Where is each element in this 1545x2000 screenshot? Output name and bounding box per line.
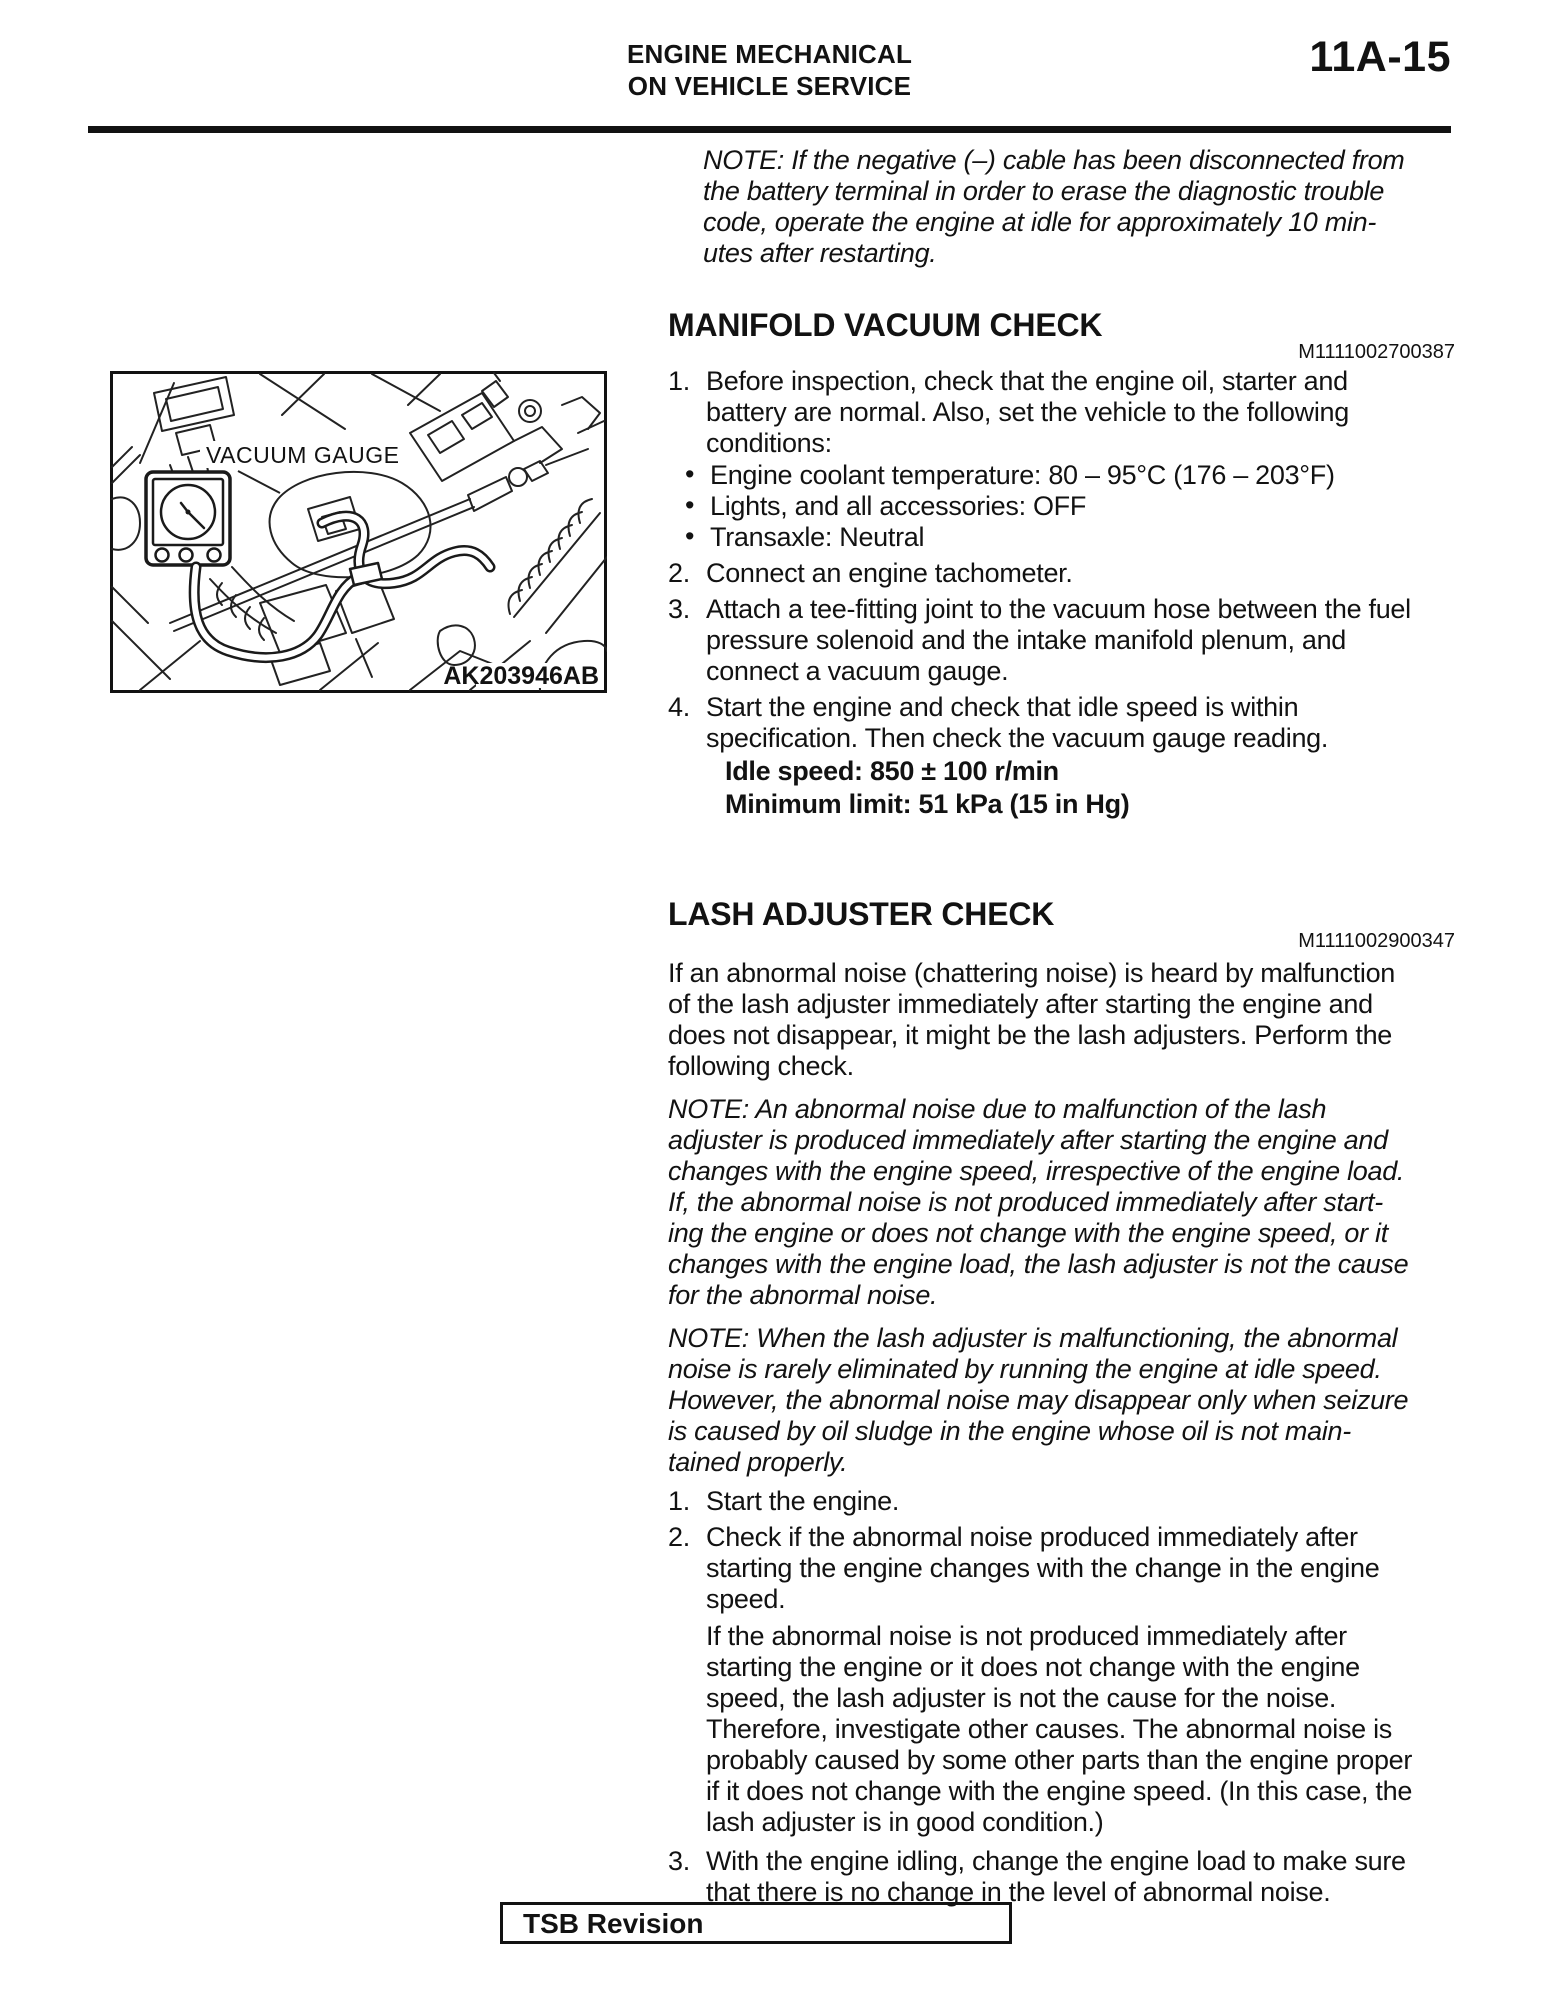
- text-line: speed, the lash adjuster is not the cause for the noise.: [706, 1683, 1337, 1713]
- text-line: probably caused by some other parts than the engine proper: [706, 1745, 1413, 1775]
- step-number: 1.: [668, 366, 690, 396]
- lash-section-code: M1111002900347: [1298, 930, 1455, 952]
- vacuum-hose: [194, 516, 490, 657]
- figure-label: VACUUM GAUGE: [206, 442, 400, 468]
- text-line: the battery terminal in order to erase the diagnostic trouble: [703, 176, 1385, 206]
- step-continuation-text: [706, 1621, 1473, 1838]
- text-line: connect a vacuum gauge.: [706, 656, 1009, 686]
- text-line: battery are normal. Also, set the vehicle to the following: [706, 397, 1349, 427]
- lash-note-2: [668, 1323, 1473, 1478]
- step-number: 2.: [668, 1522, 690, 1552]
- text-line: following check.: [668, 1051, 854, 1081]
- lash-note-1: [668, 1094, 1473, 1311]
- text-line: starting the engine or it does not change with the engine: [706, 1652, 1360, 1682]
- lash-section-title: LASH ADJUSTER CHECK: [668, 896, 1055, 932]
- text-line: ing the engine or does not change with the engine speed, or it: [668, 1218, 1388, 1248]
- bullet-icon: •: [685, 459, 695, 489]
- text-line: If the abnormal noise is not produced immediately after: [706, 1621, 1347, 1651]
- text-line: lash adjuster is in good condition.): [706, 1807, 1104, 1837]
- text-line: for the abnormal noise.: [668, 1280, 938, 1310]
- text-line: speed.: [706, 1584, 786, 1614]
- page-number: 11A-15: [1309, 33, 1451, 81]
- text-line: utes after restarting.: [703, 238, 937, 268]
- header-title-line2: ON VEHICLE SERVICE: [627, 71, 912, 101]
- text-line: With the engine idling, change the engine load to make sure: [706, 1846, 1406, 1876]
- text-line: adjuster is produced immediately after starting the engine and: [668, 1125, 1388, 1155]
- text-line: that there is no change in the level of abnormal noise.: [706, 1877, 1331, 1907]
- text-line: Connect an engine tachometer.: [706, 558, 1073, 588]
- text-line: code, operate the engine at idle for approximately 10 min-: [703, 207, 1377, 237]
- text-line: tained properly.: [668, 1447, 848, 1477]
- manifold-section-title: MANIFOLD VACUUM CHECK: [668, 307, 1103, 343]
- step-number: 2.: [668, 558, 690, 588]
- condition-bullet-list: [668, 460, 1473, 553]
- lash-intro-paragraph: [668, 958, 1473, 1082]
- step-text: [706, 558, 1473, 589]
- text-line: conditions:: [706, 428, 832, 458]
- bullet-text: Transaxle: Neutral: [710, 522, 925, 552]
- bullet-icon: •: [685, 521, 695, 551]
- text-line: Start the engine and check that idle speed is within: [706, 692, 1299, 722]
- minimum-limit-spec: Minimum limit: 51 kPa (15 in Hg): [725, 789, 1130, 819]
- step-text: [706, 366, 1473, 459]
- lash-step-3: [668, 1846, 1473, 1908]
- text-line: specification. Then check the vacuum gauge reading.: [706, 723, 1329, 753]
- text-line: NOTE: When the lash adjuster is malfunctioning, the abnormal: [668, 1323, 1398, 1353]
- text-line: However, the abnormal noise may disappear only when seizure: [668, 1385, 1409, 1415]
- text-line: changes with the engine speed, irrespective of the engine load.: [668, 1156, 1405, 1186]
- tsb-revision-box: [500, 1902, 1012, 1944]
- step-number: 3.: [668, 594, 690, 624]
- step-number: 3.: [668, 1846, 690, 1876]
- tsb-revision-label: TSB Revision: [523, 1908, 704, 1939]
- step-text: [706, 1486, 1473, 1517]
- content-column: [668, 145, 1473, 1908]
- step-text: [706, 692, 1473, 754]
- manifold-step-2: [668, 558, 1473, 589]
- manifold-section-code: M1111002700387: [1298, 341, 1455, 363]
- step-number: 4.: [668, 692, 690, 722]
- text-line: NOTE: An abnormal noise due to malfunction of the lash: [668, 1094, 1327, 1124]
- lash-step-1: [668, 1486, 1473, 1517]
- text-line: If an abnormal noise (chattering noise) is heard by malfunction: [668, 958, 1396, 988]
- page-header: [88, 38, 1451, 102]
- text-line: Check if the abnormal noise produced immediately after: [706, 1522, 1358, 1552]
- figure-code: AK203946AB: [443, 662, 599, 690]
- condition-bullet: [668, 491, 1473, 522]
- step-text: [706, 1846, 1473, 1908]
- text-line: pressure solenoid and the intake manifold plenum, and: [706, 625, 1347, 655]
- text-line: Before inspection, check that the engine oil, starter and: [706, 366, 1348, 396]
- text-line: changes with the engine load, the lash adjuster is not the cause: [668, 1249, 1409, 1279]
- header-rule: [88, 126, 1451, 133]
- step-number: 1.: [668, 1486, 690, 1516]
- text-line: Attach a tee-fitting joint to the vacuum hose between the fuel: [706, 594, 1411, 624]
- condition-bullet: [668, 522, 1473, 553]
- text-line: noise is rarely eliminated by running the engine at idle speed.: [668, 1354, 1382, 1384]
- text-line: if it does not change with the engine speed. (In this case, the: [706, 1776, 1413, 1806]
- lash-step-2: [668, 1522, 1473, 1838]
- idle-speed-spec: Idle speed: 850 ± 100 r/min: [725, 756, 1059, 786]
- bullet-icon: •: [685, 490, 695, 520]
- manifold-step-3: [668, 594, 1473, 687]
- text-line: Start the engine.: [706, 1486, 900, 1516]
- engine-illustration: [110, 371, 607, 693]
- text-line: If, the abnormal noise is not produced immediately after start-: [668, 1187, 1383, 1217]
- text-line: starting the engine changes with the change in the engine: [706, 1553, 1380, 1583]
- text-line: Therefore, investigate other causes. The abnormal noise is: [706, 1714, 1392, 1744]
- step-text: [706, 594, 1473, 687]
- header-title-line1: ENGINE MECHANICAL: [626, 39, 913, 69]
- step-text: [706, 1522, 1473, 1615]
- text-line: NOTE: If the negative (–) cable has been disconnected from: [703, 145, 1405, 175]
- text-line: is caused by oil sludge in the engine whose oil is not main-: [668, 1416, 1351, 1446]
- manifold-step-4: [668, 692, 1473, 754]
- bullet-text: Engine coolant temperature: 80 – 95°C (176 – 203°F): [710, 460, 1335, 490]
- manifold-step-1: [668, 366, 1473, 459]
- text-line: of the lash adjuster immediately after starting the engine and: [668, 989, 1373, 1019]
- vacuum-gauge-figure: [110, 371, 607, 693]
- vacuum-gauge-device: [146, 472, 230, 565]
- bullet-text: Lights, and all accessories: OFF: [710, 491, 1087, 521]
- condition-bullet: [668, 460, 1473, 491]
- text-line: does not disappear, it might be the lash adjusters. Perform the: [668, 1020, 1393, 1050]
- intro-note: [668, 145, 1473, 269]
- label-leader-line: [238, 471, 280, 493]
